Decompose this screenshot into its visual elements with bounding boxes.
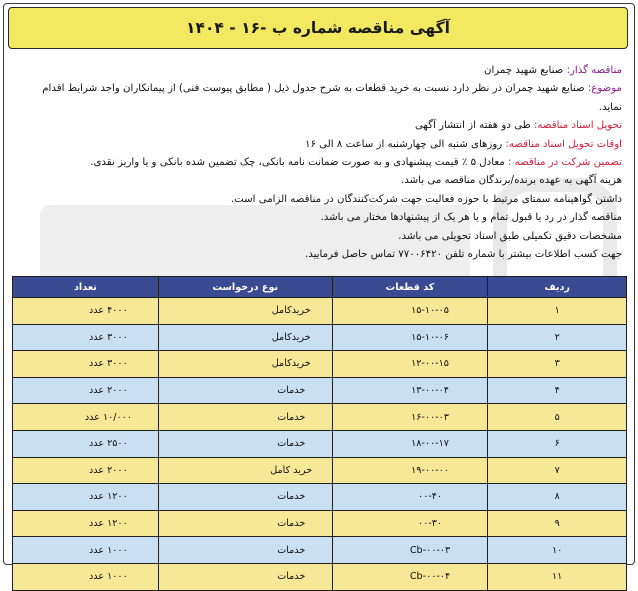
part-code-cell: Cb-۰۰-۰۳ — [332, 537, 488, 564]
delivery-line — [16, 117, 622, 135]
table-row — [13, 324, 627, 351]
ad-cost-line: هزینه آگهی به عهده برنده/برندگان مناقصه می باشد. — [401, 175, 622, 187]
certificate-line: داشتن گواهینامه سمتای مرتبط با حوزه فعالیت جهت شرکت‌کنندگان در مناقصه الزامی است. — [230, 193, 622, 205]
quantity-cell: ۱۰۰۰ عدد — [13, 537, 159, 564]
row-number-cell: ۱۱ — [488, 563, 627, 590]
guarantee-value: معادل ۵ ٪ قیمت پیشنهادی و به صورت ضمانت نامه بانکی، چک تضمین شده بانکی و یا واریز نقدی. — [90, 157, 508, 169]
row-number-cell: ۸ — [488, 484, 627, 511]
row-number-cell: ۶ — [488, 430, 627, 457]
table-row — [13, 563, 627, 590]
request-type-cell: خدمات — [158, 563, 332, 590]
header-quantity: تعداد — [13, 277, 159, 298]
part-code-cell: ۱۲-۰۰-۱۵ — [332, 351, 488, 378]
request-type-cell: خدمات — [158, 404, 332, 431]
request-type-cell: خدمات — [158, 484, 332, 511]
quantity-cell: ۳۰۰۰ عدد — [13, 324, 159, 351]
table-header-row — [13, 277, 627, 298]
request-type-cell: خدمات — [158, 430, 332, 457]
table-row — [13, 404, 627, 431]
row-number-cell: ۳ — [488, 351, 627, 378]
rights-line: مناقصه گذار در رد یا قبول تمام و یا هر یک از پیشنهادها مختار می باشد. — [320, 212, 622, 224]
table-row — [13, 351, 627, 378]
tenderer-value: صنایع شهید چمران — [484, 65, 567, 76]
row-number-cell: ۴ — [488, 377, 627, 404]
request-type-cell: خریدکامل — [158, 324, 332, 351]
quantity-cell: ۱۰۰۰ عدد — [13, 563, 159, 590]
notice-title: آگهی مناقصه شماره ب -۱۶ - ۱۴۰۴ — [186, 19, 450, 37]
header-row-number: ردیف — [488, 277, 627, 298]
hours-label: اوقات تحویل اسناد مناقصه: — [505, 138, 622, 150]
part-code-cell: ۱۹-۰۰-۰۰ — [332, 457, 488, 484]
row-number-cell: ۲ — [488, 324, 627, 351]
header-part-code: کد قطعات — [332, 277, 488, 298]
header-request-type: نوع درخواست — [158, 277, 332, 298]
request-type-cell: خریدکامل — [158, 351, 332, 378]
quantity-cell: ۲۰۰۰ عدد — [13, 377, 159, 404]
quantity-cell: ۲۰۰۰ عدد — [13, 457, 159, 484]
quantity-cell: ۲۵۰۰ عدد — [13, 430, 159, 457]
table-row — [13, 537, 627, 564]
request-type-cell: خدمات — [158, 377, 332, 404]
request-type-cell: خدمات — [158, 510, 332, 537]
part-code-cell: ۱۵-۱۰-۰۵ — [332, 298, 488, 325]
delivery-label: تحویل اسناد مناقصه: — [533, 120, 622, 132]
notice-body — [16, 62, 622, 264]
subject-line — [16, 80, 622, 117]
subject-value: صنایع شهید چمران در نظر دارد نسبت به خرید قطعات به شرح جدول ذیل ( مطابق پیوست فنی) از پیمانکاران واجد شرایط اقدام نماید. — [42, 83, 622, 113]
quantity-cell: ۱۲۰۰ عدد — [13, 510, 159, 537]
part-code-cell: ۰۰-۳۰ — [332, 510, 488, 537]
table-row — [13, 510, 627, 537]
quantity-cell: ۴۰۰۰ عدد — [13, 298, 159, 325]
notice-header — [8, 7, 628, 49]
table-row — [13, 457, 627, 484]
request-type-cell: خرید کامل — [158, 457, 332, 484]
hours-line — [16, 136, 622, 154]
table-row — [13, 298, 627, 325]
part-code-cell: ۱۳-۰۰-۰۴ — [332, 377, 488, 404]
hours-value: روزهای شنبه الی چهارشنبه از ساعت ۸ الی ۱۶ — [304, 138, 506, 150]
row-number-cell: ۷ — [488, 457, 627, 484]
part-code-cell: ۱۶-۰۰-۰۳ — [332, 404, 488, 431]
table-row — [13, 377, 627, 404]
quantity-cell: ۱۲۰۰ عدد — [13, 484, 159, 511]
part-code-cell: Cb-۰۰-۰۴ — [332, 563, 488, 590]
row-number-cell: ۵ — [488, 404, 627, 431]
tenderer-label: مناقصه گذار: — [566, 65, 622, 76]
guarantee-label: تضمین شرکت در مناقصه : — [507, 157, 622, 169]
quantity-cell: ۱۰/۰۰۰ عدد — [13, 404, 159, 431]
request-type-cell: خدمات — [158, 537, 332, 564]
contact-line: جهت کسب اطلاعات بیشتر با شماره تلفن ۷۷۰۰۶۴۲۰ تماس حاصل فرمایید. — [304, 249, 622, 261]
specs-line: مشخصات دقیق تکمیلی طبق اسناد تحویلی می باشد. — [398, 230, 622, 242]
row-number-cell: ۱۰ — [488, 537, 627, 564]
request-type-cell: خریدکامل — [158, 298, 332, 325]
delivery-value: طی دو هفته از انتشار آگهی — [414, 120, 534, 132]
table-row — [13, 484, 627, 511]
quantity-cell: ۳۰۰۰ عدد — [13, 351, 159, 378]
items-table — [12, 276, 627, 591]
tenderer-line — [16, 62, 622, 80]
row-number-cell: ۱ — [488, 298, 627, 325]
part-code-cell: ۱۵-۱۰-۰۶ — [332, 324, 488, 351]
row-number-cell: ۹ — [488, 510, 627, 537]
part-code-cell: ۰۰-۴۰ — [332, 484, 488, 511]
guarantee-line — [16, 154, 622, 172]
part-code-cell: ۱۸-۰۰-۱۷ — [332, 430, 488, 457]
table-row — [13, 430, 627, 457]
subject-label: موضوع: — [587, 83, 622, 95]
